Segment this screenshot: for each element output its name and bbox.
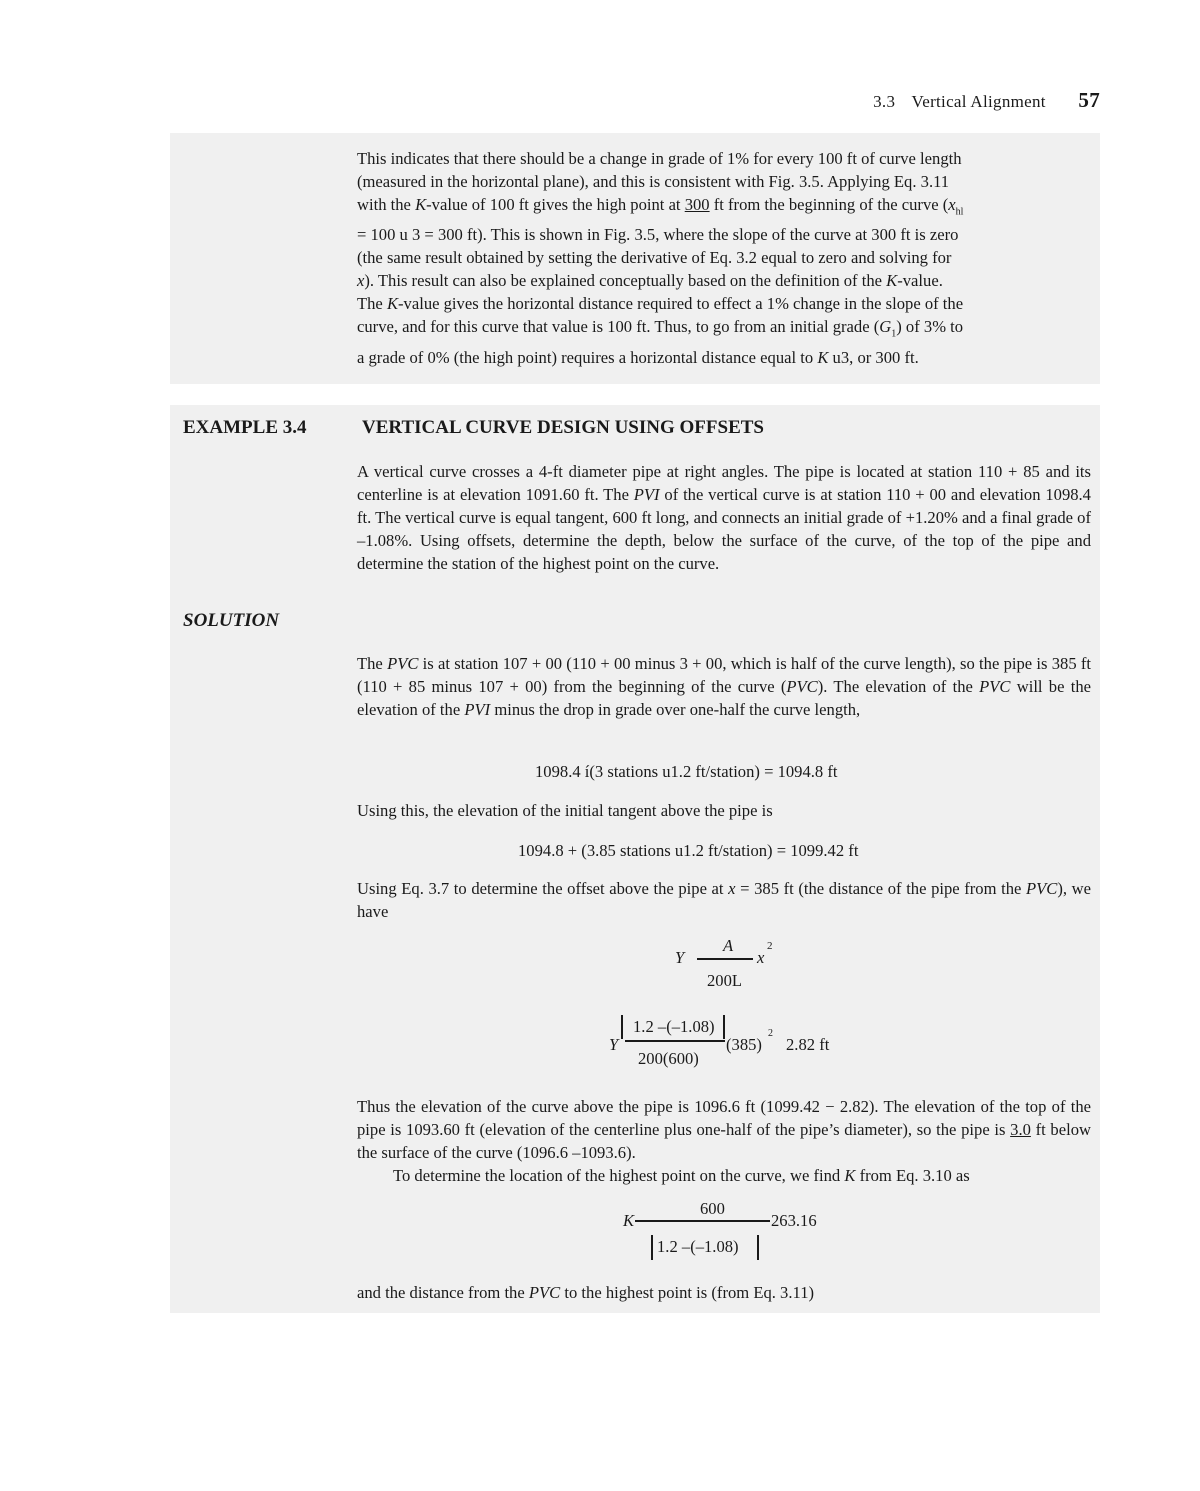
- solution-paragraph-1: The PVC is at station 107 + 00 (110 + 00 minus 3 + 00, which is half of the curve length), so the pipe is 385 ft (110 + 85 minus 107 + 00) from the beginning of the curve (PVC). The elevation of the PVC will be the elevation of the PVI minus the drop in grade over one-half the curve length,: [357, 654, 1092, 719]
- eq4-result: 2.82 ft: [786, 1035, 830, 1054]
- eq3-lhs: Y: [675, 948, 685, 967]
- eq5-lhs: K: [623, 1211, 635, 1230]
- eq4-lhs: Y: [609, 1035, 619, 1054]
- text-line: (measured in the horizontal plane), and this is consistent with Fig. 3.5. Applying Eq. 3.11: [357, 172, 950, 191]
- eq3-denominator: 200L: [707, 971, 743, 990]
- solution-label: SOLUTION: [183, 610, 280, 631]
- solution-paragraph-4: Thus the elevation of the curve above the pipe is 1096.6 ft (1099.42 − 2.82). The elevation of the top of the pipe is 1093.60 ft (elevation of the centerline plus one-half of the pipe’s diameter), so the pipe is 3.0 ft below the surface of the curve (1096.6 –1093.6). To determine the location of the highest point on the curve, we find K from Eq. 3.10 as: [357, 1097, 1091, 1185]
- section-title: Vertical Alignment: [911, 92, 1046, 111]
- eq4-fraction-bar: [625, 1040, 725, 1042]
- eq4-denominator: 200(600): [638, 1049, 699, 1068]
- eq3-fraction-bar: [697, 958, 753, 960]
- text-line: The K-value gives the horizontal distance required to effect a 1% change in the slope of the: [357, 294, 964, 314]
- eq4-exponent: 2: [768, 1028, 773, 1039]
- continuation-text: [357, 147, 1097, 369]
- equation-1: 1098.4 í(3 stations u1.2 ft/station) = 1094.8 ft: [535, 762, 838, 781]
- equation-2: 1094.8 + (3.85 stations u1.2 ft/station) = 1099.42 ft: [518, 841, 859, 860]
- solution-paragraph-6: and the distance from the PVC to the highest point is (from Eq. 3.11): [357, 1283, 815, 1302]
- text-line: = 100 u 3 = 300 ft). This is shown in Fig. 3.5, where the slope of the curve at 300 ft is zero: [357, 225, 959, 245]
- solution-paragraph-2: Using this, the elevation of the initial tangent above the pipe is: [357, 801, 773, 820]
- eq4-factor: (385): [726, 1035, 762, 1054]
- text-line: (the same result obtained by setting the derivative of Eq. 3.2 equal to zero and solving for: [357, 248, 952, 268]
- text-line: with the K-value of 100 ft gives the high point at 300 ft from the beginning of the curve ($x_{hl}$: [357, 195, 964, 218]
- page-number: 57: [1078, 88, 1100, 112]
- solution-paragraph-3: Using Eq. 3.7 to determine the offset above the pipe at x = 385 ft (the distance of the pipe from the PVC), we have: [357, 879, 1091, 921]
- problem-statement: A vertical curve crosses a 4-ft diameter pipe at right angles. The pipe is located at station 110 + 85 and its centerline is at elevation 1091.60 ft. The PVI of the vertical curve is at station 110 + 00 and elevation 1098.4 ft. The vertical curve is equal tangent, 600 ft long, and connects an initial grade of +1.20% and a final grade of –1.08%. Using offsets, determine the depth, below the surface of the curve, of the top of the pipe and determine the station of the highest point on the curve.: [357, 462, 1091, 573]
- abs-bar-left: [651, 1235, 653, 1260]
- eq4-numerator: 1.2 –(–1.08): [633, 1017, 715, 1036]
- abs-bar-left: [621, 1015, 623, 1039]
- eq5-denominator: 1.2 –(–1.08): [657, 1237, 739, 1256]
- section-number: 3.3: [873, 92, 896, 111]
- example-panel: [170, 405, 1100, 1313]
- eq3-exponent: 2: [767, 940, 773, 952]
- abs-bar-right: [757, 1235, 759, 1260]
- eq3-numerator: A: [723, 936, 734, 955]
- eq5-numerator: 600: [700, 1199, 725, 1218]
- example-title: VERTICAL CURVE DESIGN USING OFFSETS: [362, 417, 764, 438]
- example-label: EXAMPLE 3.4: [183, 417, 307, 438]
- eq5-result: 263.16: [771, 1211, 817, 1230]
- continuation-panel: [170, 133, 1100, 384]
- abs-bar-right: [723, 1015, 725, 1039]
- text-line: This indicates that there should be a change in grade of 1% for every 100 ft of curve length: [357, 149, 962, 168]
- text-line: a grade of 0% (the high point) requires a horizontal distance equal to K u3, or 300 ft.: [357, 347, 919, 367]
- running-head: [873, 88, 1100, 113]
- text-line: curve, and for this curve that value is 100 ft. Thus, to go from an initial grade $(G_1)$ of 3% to: [357, 317, 964, 340]
- text-line: x). This result can also be explained conceptually based on the definition of the K-value.: [357, 271, 943, 291]
- eq5-fraction-bar: [635, 1220, 770, 1222]
- eq3-rhs: x: [757, 948, 765, 967]
